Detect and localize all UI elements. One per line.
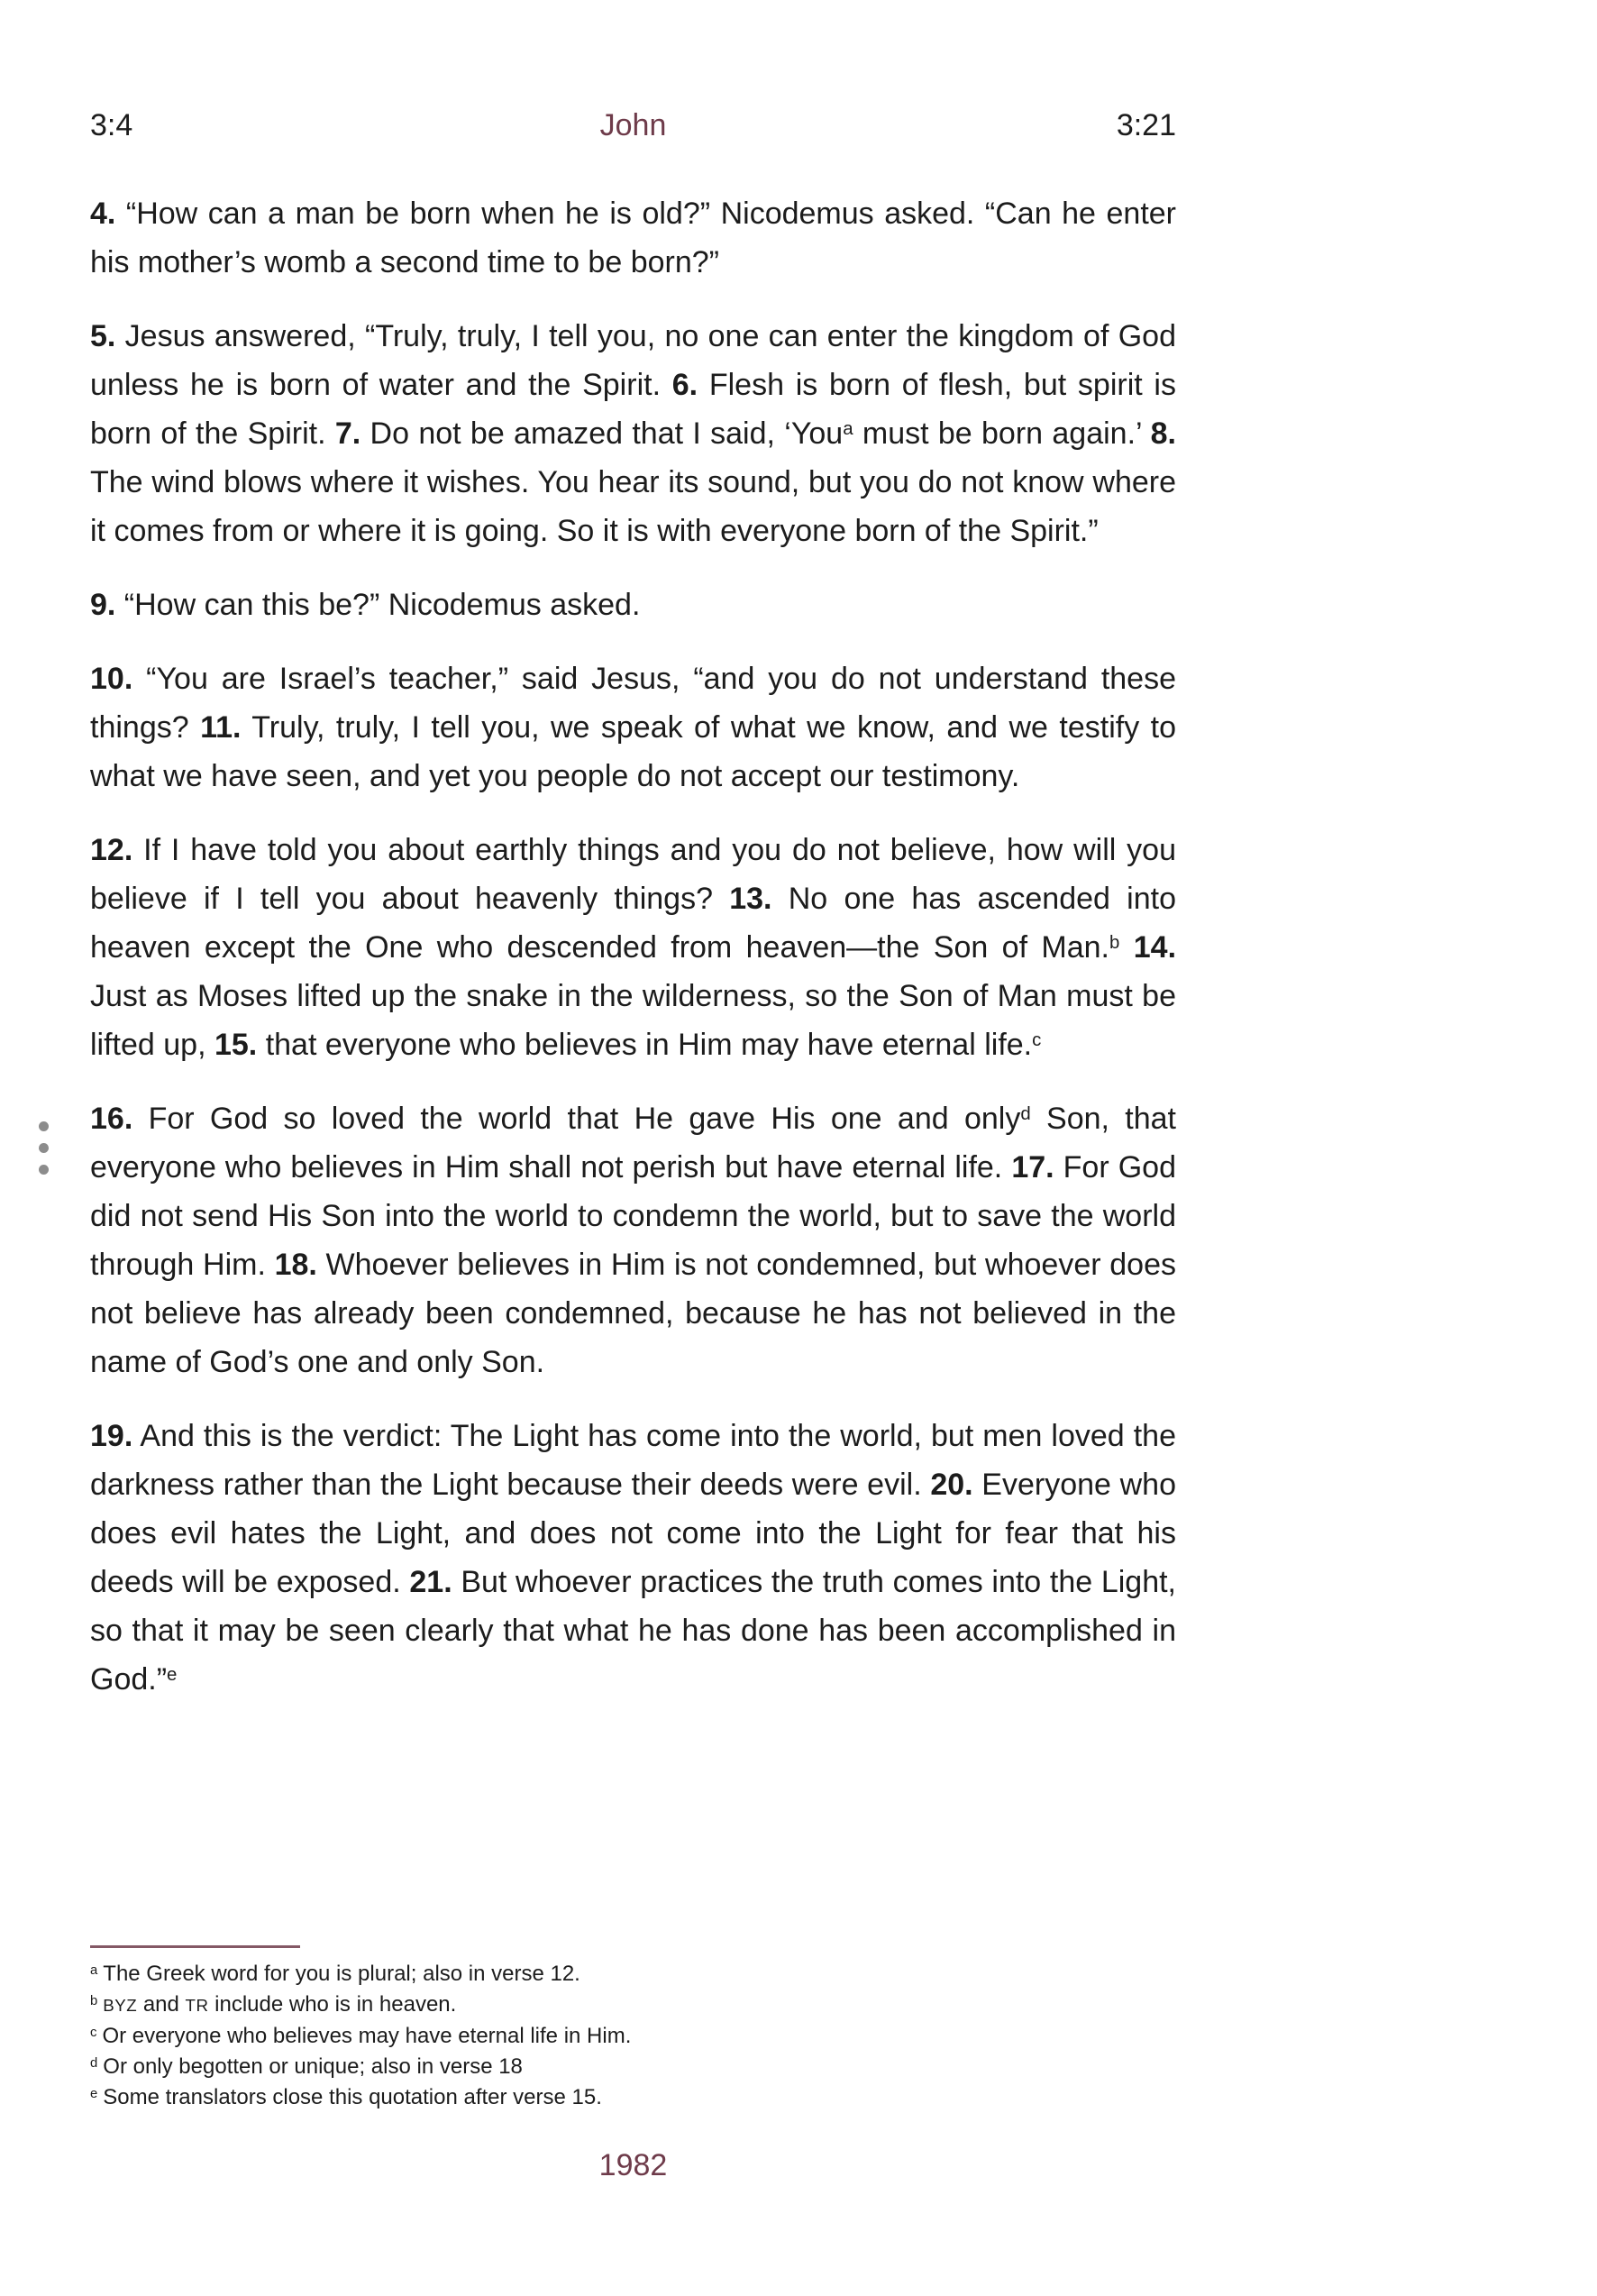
footnote — [90, 1990, 1176, 2021]
handle-dot-icon — [39, 1121, 49, 1131]
verse-number: 5. — [90, 319, 116, 353]
footnote-text — [102, 2024, 631, 2048]
footnotes-section — [90, 1945, 1176, 2113]
footnote-marker[interactable]: c — [1032, 1029, 1042, 1050]
verse-number: 20. — [930, 1468, 973, 1502]
verse-text: Everyone who does evil hates the Light, and does not come into the Light for fear that his deeds will be exposed. — [90, 1468, 1177, 1599]
footnote-letter: a — [90, 1962, 98, 1978]
verse-number: 21. — [409, 1565, 452, 1599]
verse-text: Do not be amazed that I said, ‘You — [360, 416, 844, 451]
page-header — [90, 0, 1176, 144]
header-left-reference: 3:4 — [90, 108, 133, 142]
verse-number: 6. — [671, 368, 698, 402]
verse-paragraph — [90, 1412, 1176, 1704]
footnote-text — [103, 2054, 523, 2079]
verse-text: “How can a man be born when he is old?” Nicodemus asked. “Can he enter his mother’s womb a second time to be born?” — [90, 197, 1176, 279]
verse-text: “You are Israel’s teacher,” said Jesus, “and you do not understand these things? — [90, 662, 1176, 745]
verse-number: 13. — [729, 882, 772, 916]
verse-paragraph — [90, 312, 1176, 555]
verse-paragraph — [90, 1094, 1176, 1386]
verse-number: 12. — [90, 833, 133, 867]
footnote-letter: e — [90, 2086, 98, 2101]
footnote-text — [103, 1962, 580, 1986]
verse-text: The wind blows where it wishes. You hear its sound, but you do not know where it comes from or where it is going. So it is with everyone born of the Spirit.” — [90, 465, 1176, 548]
footnote-letter: b — [90, 1993, 98, 2008]
verse-text: The Greek word for you is plural; also in verse 12. — [103, 1962, 580, 1986]
footnote-text — [103, 1992, 456, 2017]
verse-text: Whoever believes in Him is not condemned, but whoever does not believe has already been condemned, because he has not believed in the name of God’s one and only Son. — [90, 1248, 1176, 1379]
verse-text: “How can this be?” Nicodemus asked. — [115, 588, 641, 622]
footnote-text — [103, 2085, 602, 2109]
header-right-reference: 3:21 — [1116, 108, 1177, 142]
footnote-letter: c — [90, 2025, 97, 2040]
page-number: 1982 — [598, 2148, 668, 2182]
scripture-text — [90, 189, 1176, 1704]
verse-number: 16. — [90, 1102, 133, 1136]
verse-text — [1119, 930, 1133, 965]
verse-paragraph — [90, 826, 1176, 1069]
footnote-marker[interactable]: d — [1020, 1103, 1031, 1124]
verse-text: Jesus answered, “Truly, truly, I tell you, no one can enter the kingdom of God unless he is born of water and the Spirit. — [90, 319, 1176, 402]
verse-paragraph — [90, 654, 1176, 800]
verse-text: For God did not send His Son into the world to condemn the world, but to save the world through Him. — [90, 1150, 1176, 1282]
manuscript-abbreviation: BYZ — [103, 1996, 138, 2015]
verse-text: Just as Moses lifted up the snake in the wilderness, so the Son of Man must be lifted up, — [90, 979, 1176, 1062]
verse-number: 7. — [334, 416, 361, 451]
verse-number: 17. — [1011, 1150, 1054, 1185]
margin-drag-handle[interactable] — [39, 1121, 49, 1186]
verse-number: 11. — [200, 710, 242, 745]
verse-number: 8. — [1150, 416, 1176, 451]
verse-text: must be born again.’ — [853, 416, 1151, 451]
verse-text: Or everyone who believes may have eternal life in Him. — [102, 2024, 632, 2048]
verse-text: And this is the verdict: The Light has come into the world, but men loved the darkness rather than the Light because their deeds were evil. — [90, 1419, 1176, 1502]
verse-text: Truly, truly, I tell you, we speak of what we know, and we testify to what we have seen, and yet you people do not accept our testimony. — [90, 710, 1176, 793]
footnote-marker[interactable]: a — [843, 418, 853, 439]
footnote-letter: d — [90, 2055, 98, 2071]
verse-text: that everyone who believes in Him may have eternal life. — [257, 1028, 1033, 1062]
footnote-marker[interactable]: e — [167, 1664, 178, 1685]
verse-paragraph — [90, 189, 1176, 287]
verse-number: 10. — [90, 662, 133, 696]
footnote — [90, 2052, 1176, 2082]
header-book-title[interactable]: John — [599, 108, 667, 142]
verse-text: Or only begotten or unique; also in verse 18 — [103, 2054, 523, 2079]
verse-paragraph — [90, 581, 1176, 629]
verse-text: and — [137, 1992, 186, 2017]
handle-dot-icon — [39, 1165, 49, 1175]
verse-number: 18. — [274, 1248, 317, 1282]
verse-text: Some translators close this quotation after verse 15. — [103, 2085, 602, 2109]
verse-number: 14. — [1133, 930, 1177, 965]
verse-number: 9. — [90, 588, 116, 622]
footnote — [90, 2082, 1176, 2113]
footnote-separator — [90, 1945, 300, 1948]
verse-text: include who is in heaven. — [208, 1992, 457, 2017]
footnote — [90, 1959, 1176, 1990]
verse-number: 15. — [214, 1028, 258, 1062]
verse-text: If I have told you about earthly things and you do not believe, how will you believe if I tell you about heavenly things? — [90, 833, 1176, 916]
handle-dot-icon — [39, 1143, 49, 1153]
verse-number: 4. — [90, 197, 116, 231]
verse-text: But whoever practices the truth comes into the Light, so that it may be seen clearly that what he has done has been accomplished in God.” — [90, 1565, 1177, 1697]
footnote-marker[interactable]: b — [1109, 932, 1120, 953]
verse-text: Son, that everyone who believes in Him shall not perish but have eternal life. — [90, 1102, 1176, 1185]
verse-text: No one has ascended into heaven except the One who descended from heaven—the Son of Man. — [90, 882, 1176, 965]
footnote — [90, 2021, 1176, 2052]
verse-text: For God so loved the world that He gave His one and only — [132, 1102, 1021, 1136]
manuscript-abbreviation: TR — [185, 1996, 209, 2015]
verse-text: Flesh is born of flesh, but spirit is born of the Spirit. — [90, 368, 1176, 451]
verse-number: 19. — [90, 1419, 133, 1453]
